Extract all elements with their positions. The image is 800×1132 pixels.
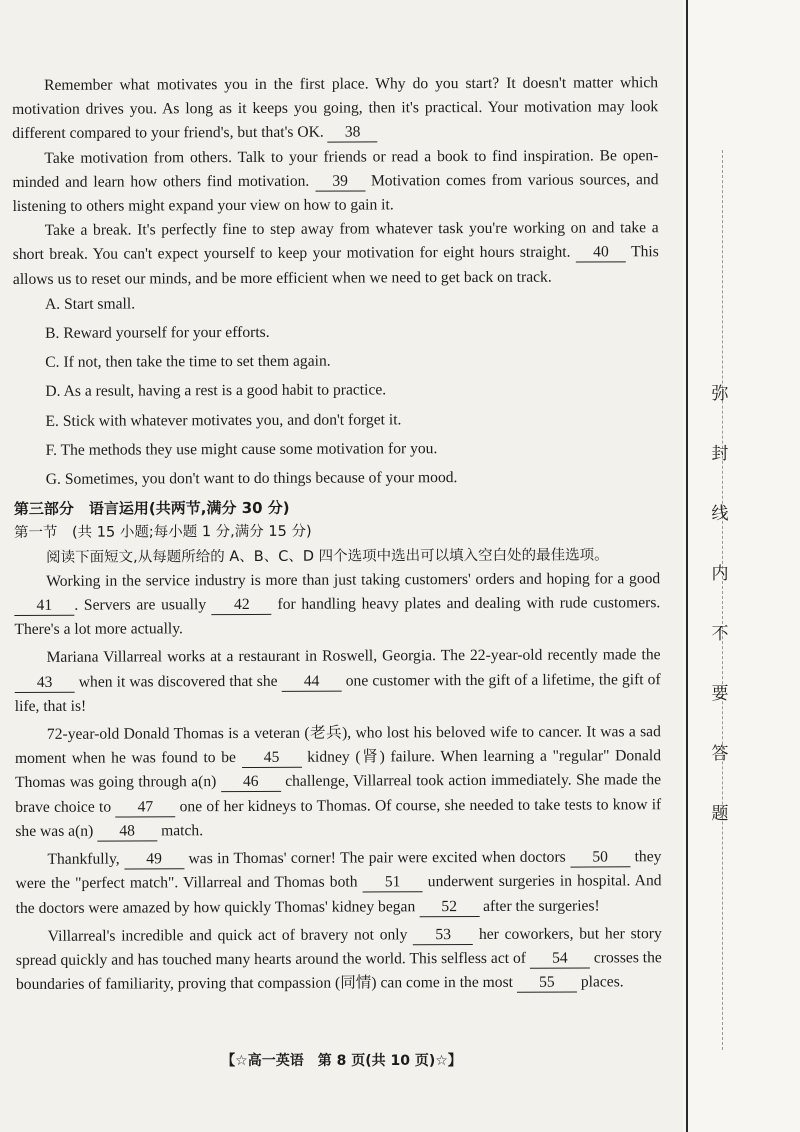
blank-53: 53 bbox=[413, 925, 473, 945]
blank-47: 47 bbox=[115, 797, 175, 817]
cloze-paragraph-1: Working in the service industry is more than just taking customers' orders and hoping for a good 41 . Servers are usually 42 for handling heavy plates and dealing with rude customers. There's a lot more actually. bbox=[14, 570, 661, 639]
cloze-paragraph-2: Mariana Villarreal works at a restaurant in Roswell, Georgia. The 22-year-old recently made the 43 when it was discovered that she 44 one customer with the gift of a lifetime, the gift of life, that is! bbox=[14, 646, 661, 715]
option-b: B. Reward yourself for your efforts. bbox=[45, 323, 270, 342]
passage-paragraph-3: Take a break. It's perfectly fine to step away from whatever task you're working on and take a short break. You can't expect yourself to keep your motivation for eight hours straight. 40 This allows us to reset our minds, and be more efficient when we need to get back on track. bbox=[12, 219, 659, 288]
section-one-title: 第一节 (共 15 小题;每小题 1 分,满分 15 分) bbox=[13, 524, 312, 542]
blank-39: 39 bbox=[315, 171, 365, 191]
seal-char: 内 bbox=[711, 564, 729, 584]
cloze-instruction: 阅读下面短文,从每题所给的 A、B、C、D 四个选项中选出可以填入空白处的最佳选项。 bbox=[46, 547, 609, 566]
seal-char: 弥 bbox=[711, 384, 729, 404]
blank-55: 55 bbox=[517, 973, 577, 993]
seal-notice bbox=[700, 383, 740, 863]
seal-char: 答 bbox=[711, 744, 729, 764]
option-c: C. If not, then take the time to set them again. bbox=[45, 352, 331, 372]
exam-content bbox=[12, 71, 662, 997]
blank-43: 43 bbox=[15, 672, 75, 692]
blank-49: 49 bbox=[124, 849, 184, 869]
passage-paragraph-1: Remember what motivates you in the first place. Why do you start? It doesn't matter which motivation drives you. As long as it keeps you going, then it's practical. Your motivation may look different compared to your friend's, but that's OK. 38 bbox=[12, 74, 659, 143]
cloze-paragraph-4: Thankfully, 49 was in Thomas' corner! The pair were excited when doctors 50 they were the "perfect match". Villarreal and Thomas both 51 underwent surgeries in hospital. And the doctors were amazed by how quickly Thomas' kidney began 52 after the surgeries! bbox=[15, 848, 662, 917]
blank-38: 38 bbox=[328, 123, 378, 143]
option-f: F. The methods they use might cause some motivation for you. bbox=[45, 439, 438, 459]
seal-char: 封 bbox=[711, 444, 729, 464]
blank-40: 40 bbox=[576, 243, 626, 263]
part-three-title: 第三部分 语言运用(共两节,满分 30 分) bbox=[13, 499, 290, 519]
blank-50: 50 bbox=[570, 847, 630, 867]
blank-41: 41 bbox=[14, 596, 74, 616]
cloze-paragraph-3: 72-year-old Donald Thomas is a veteran (老兵), who lost his beloved wife to cancer. It was a sad moment when he was found to be 45 kidney (肾) failure. When learning a "regular" Donald Thomas was going through a(n) 46 challenge, Villarreal took action immediately. She made the brave choice to 47 one of her kidneys to Thomas. Of course, she needed to take tests to know if she was a(n) 48 match. bbox=[14, 723, 662, 840]
option-e: E. Stick with whatever motivates you, and don't forget it. bbox=[45, 410, 402, 430]
seal-char: 题 bbox=[711, 804, 729, 824]
option-d: D. As a result, having a rest is a good habit to practice. bbox=[45, 381, 387, 401]
seal-char: 要 bbox=[711, 684, 729, 704]
blank-51: 51 bbox=[363, 873, 423, 893]
blank-46: 46 bbox=[221, 772, 281, 792]
option-g: G. Sometimes, you don't want to do things because of your mood. bbox=[45, 469, 458, 488]
blank-44: 44 bbox=[282, 671, 342, 691]
blank-42: 42 bbox=[212, 595, 272, 615]
blank-54: 54 bbox=[530, 948, 590, 968]
blank-45: 45 bbox=[242, 748, 302, 768]
passage-paragraph-2: Take motivation from others. Talk to your friends or read a book to find inspiration. Be open-minded and learn how others find motivation. 39 Motivation comes from various sources, and listening to others might expand your view on how to gain it. bbox=[12, 146, 659, 216]
page-footer: 【☆高一英语 第 8 页(共 10 页)☆】 bbox=[221, 1053, 462, 1069]
options-list bbox=[13, 290, 660, 492]
blank-48: 48 bbox=[97, 821, 157, 841]
cloze-paragraph-5: Villarreal's incredible and quick act of bravery not only 53 her coworkers, but her story spread quickly and has touched many hearts around the world. This selfless act of 54 crosses the boundaries of familiarity, proving that compassion (同情) can come in the most 55 places. bbox=[15, 924, 662, 994]
option-a: A. Start small. bbox=[44, 295, 136, 313]
blank-52: 52 bbox=[419, 896, 479, 916]
binding-line bbox=[686, 0, 688, 1132]
seal-char: 不 bbox=[711, 624, 729, 644]
seal-char: 线 bbox=[711, 504, 729, 524]
